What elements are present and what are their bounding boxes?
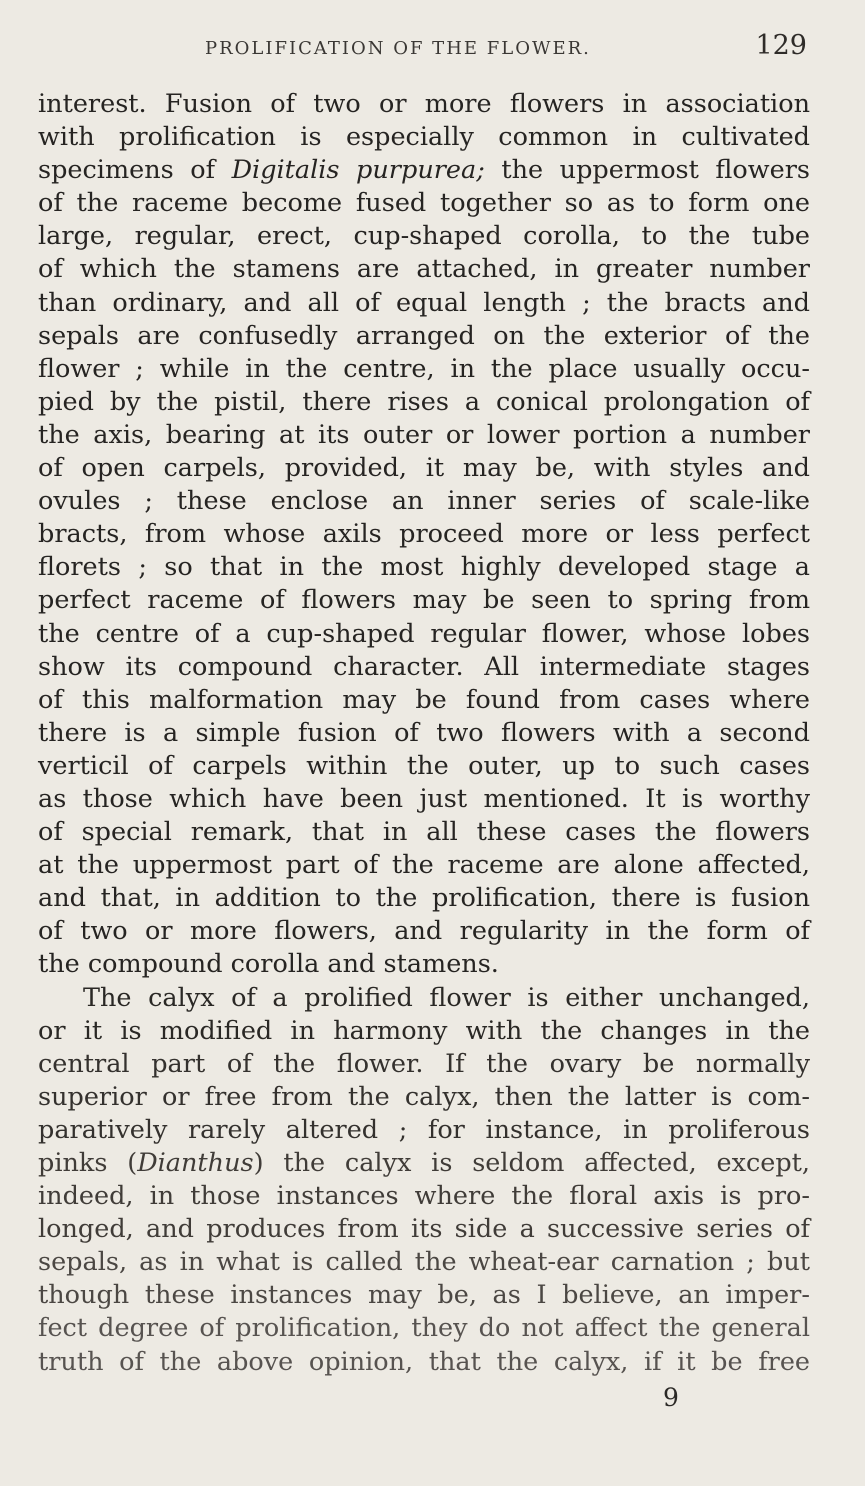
text-line: specimens of Digitalis purpurea; the uppermost flowers xyxy=(38,155,810,186)
text-line: interest. Fusion of two or more flowers in association xyxy=(38,89,810,119)
text-line: of the raceme become fused together so as to form one xyxy=(38,188,810,219)
text-line: than ordinary, and all of equal length ; the bracts and xyxy=(38,287,810,318)
text-line: the axis, bearing at its outer or lower portion a number xyxy=(38,419,810,450)
running-head xyxy=(40,30,815,70)
text-line: as those which have been just mentioned. It is worthy xyxy=(38,783,810,814)
text-line: superior or free from the calyx, then the latter is com- xyxy=(38,1081,810,1112)
text-line: or it is modified in harmony with the changes in the xyxy=(38,1015,810,1046)
text-line: truth of the above opinion, that the calyx, if it be free xyxy=(38,1346,810,1377)
text-line: sepals, as in what is called the wheat-ear carnation ; but xyxy=(38,1247,810,1278)
body-text xyxy=(38,88,810,1379)
text-line: flower ; while in the centre, in the place usually occu- xyxy=(38,353,810,384)
text-line: though these instances may be, as I believe, an imper- xyxy=(38,1280,810,1311)
text-line: large, regular, erect, cup-shaped corolla, to the tube xyxy=(38,221,810,252)
text-line: ovules ; these enclose an inner series of scale-like xyxy=(38,486,810,517)
text-line: pied by the pistil, there rises a conical prolongation of xyxy=(38,386,810,417)
italic-taxon: Digitalis purpurea; xyxy=(231,155,485,186)
text-line: the compound corolla and stamens. xyxy=(38,949,499,980)
text-line: perfect raceme of flowers may be seen to spring from xyxy=(38,585,810,616)
text-line: there is a simple fusion of two flowers with a second xyxy=(38,717,810,748)
text-line: pinks (Dianthus) the calyx is seldom affected, except, xyxy=(38,1148,810,1178)
text-line: of which the stamens are attached, in greater number xyxy=(38,254,810,285)
text-line: paratively rarely altered ; for instance, in proliferous xyxy=(38,1114,810,1145)
text-line: fect degree of prolification, they do not affect the general xyxy=(38,1313,810,1344)
text-line: of this malformation may be found from cases where xyxy=(38,684,810,715)
text-line: sepals are confusedly arranged on the exterior of the xyxy=(38,320,810,351)
text-line: verticil of carpels within the outer, up to such cases xyxy=(38,750,810,781)
italic-taxon: Dianthus xyxy=(137,1148,254,1178)
text-line: of open carpels, provided, it may be, with styles and xyxy=(38,453,810,484)
text-line: the centre of a cup-shaped regular flower, whose lobes xyxy=(38,618,810,649)
text-line: indeed, in those instances where the floral axis is pro- xyxy=(38,1181,810,1212)
text-line: of special remark, that in all these cases the flowers xyxy=(38,817,810,848)
text-line: bracts, from whose axils proceed more or less perfect xyxy=(38,519,810,550)
text-line: The calyx of a prolified flower is either unchanged, xyxy=(83,982,810,1013)
text-line: show its compound character. All intermediate stages xyxy=(38,651,810,682)
text-line: and that, in addition to the prolification, there is fusion xyxy=(38,883,810,914)
text-line: central part of the flower. If the ovary be normally xyxy=(38,1048,810,1079)
text-line: of two or more flowers, and regularity in the form of xyxy=(38,916,810,947)
text-line: with prolification is especially common in cultivated xyxy=(38,122,810,153)
text-line: at the uppermost part of the raceme are alone affected, xyxy=(38,850,810,881)
signature-mark: 9 xyxy=(663,1383,679,1412)
page-number: 129 xyxy=(755,30,807,61)
text-line: florets ; so that in the most highly developed stage a xyxy=(38,552,810,583)
text-line: longed, and produces from its side a successive series of xyxy=(38,1214,810,1245)
running-title: PROLIFICATION OF THE FLOWER. xyxy=(205,38,591,59)
